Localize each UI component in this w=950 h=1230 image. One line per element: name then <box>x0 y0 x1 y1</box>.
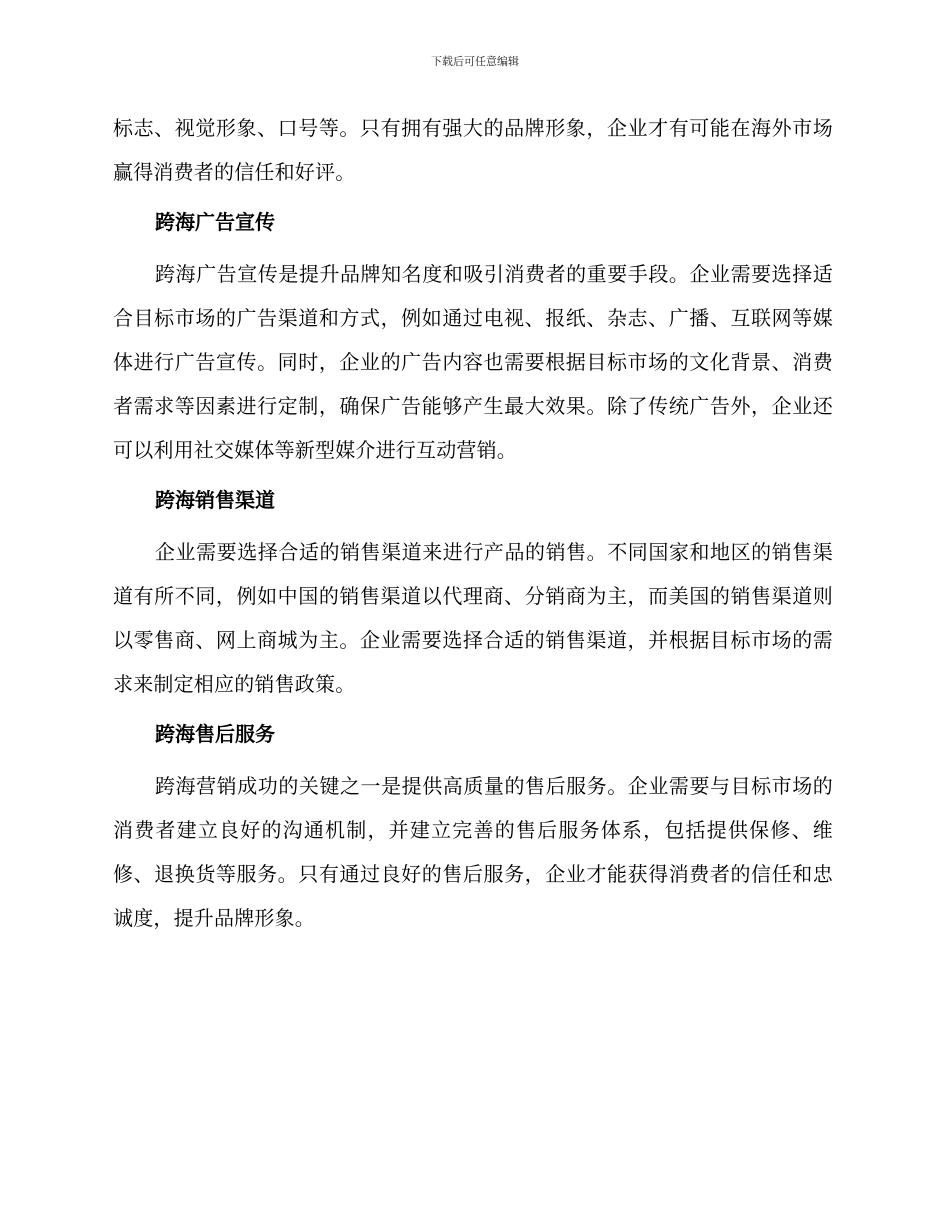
section-heading-after-sales: 跨海售后服务 <box>155 722 275 746</box>
paragraph-after-sales: 跨海营销成功的关键之一是提供高质量的售后服务。企业需要与目标市场的消费者建立良好的沟通机制，并建立完善的售后服务体系，包括提供保修、维修、退换货等服务。只有通过良好的售后服务，企业才能获得消费者的信任和忠诚度，提升品牌形象。 <box>113 774 833 930</box>
paragraph-brand-image-continued: 标志、视觉形象、口号等。只有拥有强大的品牌形象，企业才有可能在海外市场赢得消费者的信任和好评。 <box>113 116 833 184</box>
document-body <box>113 106 833 948</box>
paragraph-advertising: 跨海广告宣传是提升品牌知名度和吸引消费者的重要手段。企业需要选择适合目标市场的广告渠道和方式，例如通过电视、报纸、杂志、广播、互联网等媒体进行广告宣传。同时，企业的广告内容也需要根据目标市场的文化背景、消费者需求等因素进行定制，确保广告能够产生最大效果。除了传统广告外，企业还可以利用社交媒体等新型媒介进行互动营销。 <box>113 262 833 462</box>
section-heading-advertising: 跨海广告宣传 <box>155 210 275 234</box>
section-heading-sales-channels: 跨海销售渠道 <box>155 488 275 512</box>
page-header: 下载后可任意编辑 <box>431 55 519 68</box>
paragraph-sales-channels: 企业需要选择合适的销售渠道来进行产品的销售。不同国家和地区的销售渠道有所不同，例如中国的销售渠道以代理商、分销商为主，而美国的销售渠道则以零售商、网上商城为主。企业需要选择合适的销售渠道，并根据目标市场的需求来制定相应的销售政策。 <box>113 540 833 696</box>
